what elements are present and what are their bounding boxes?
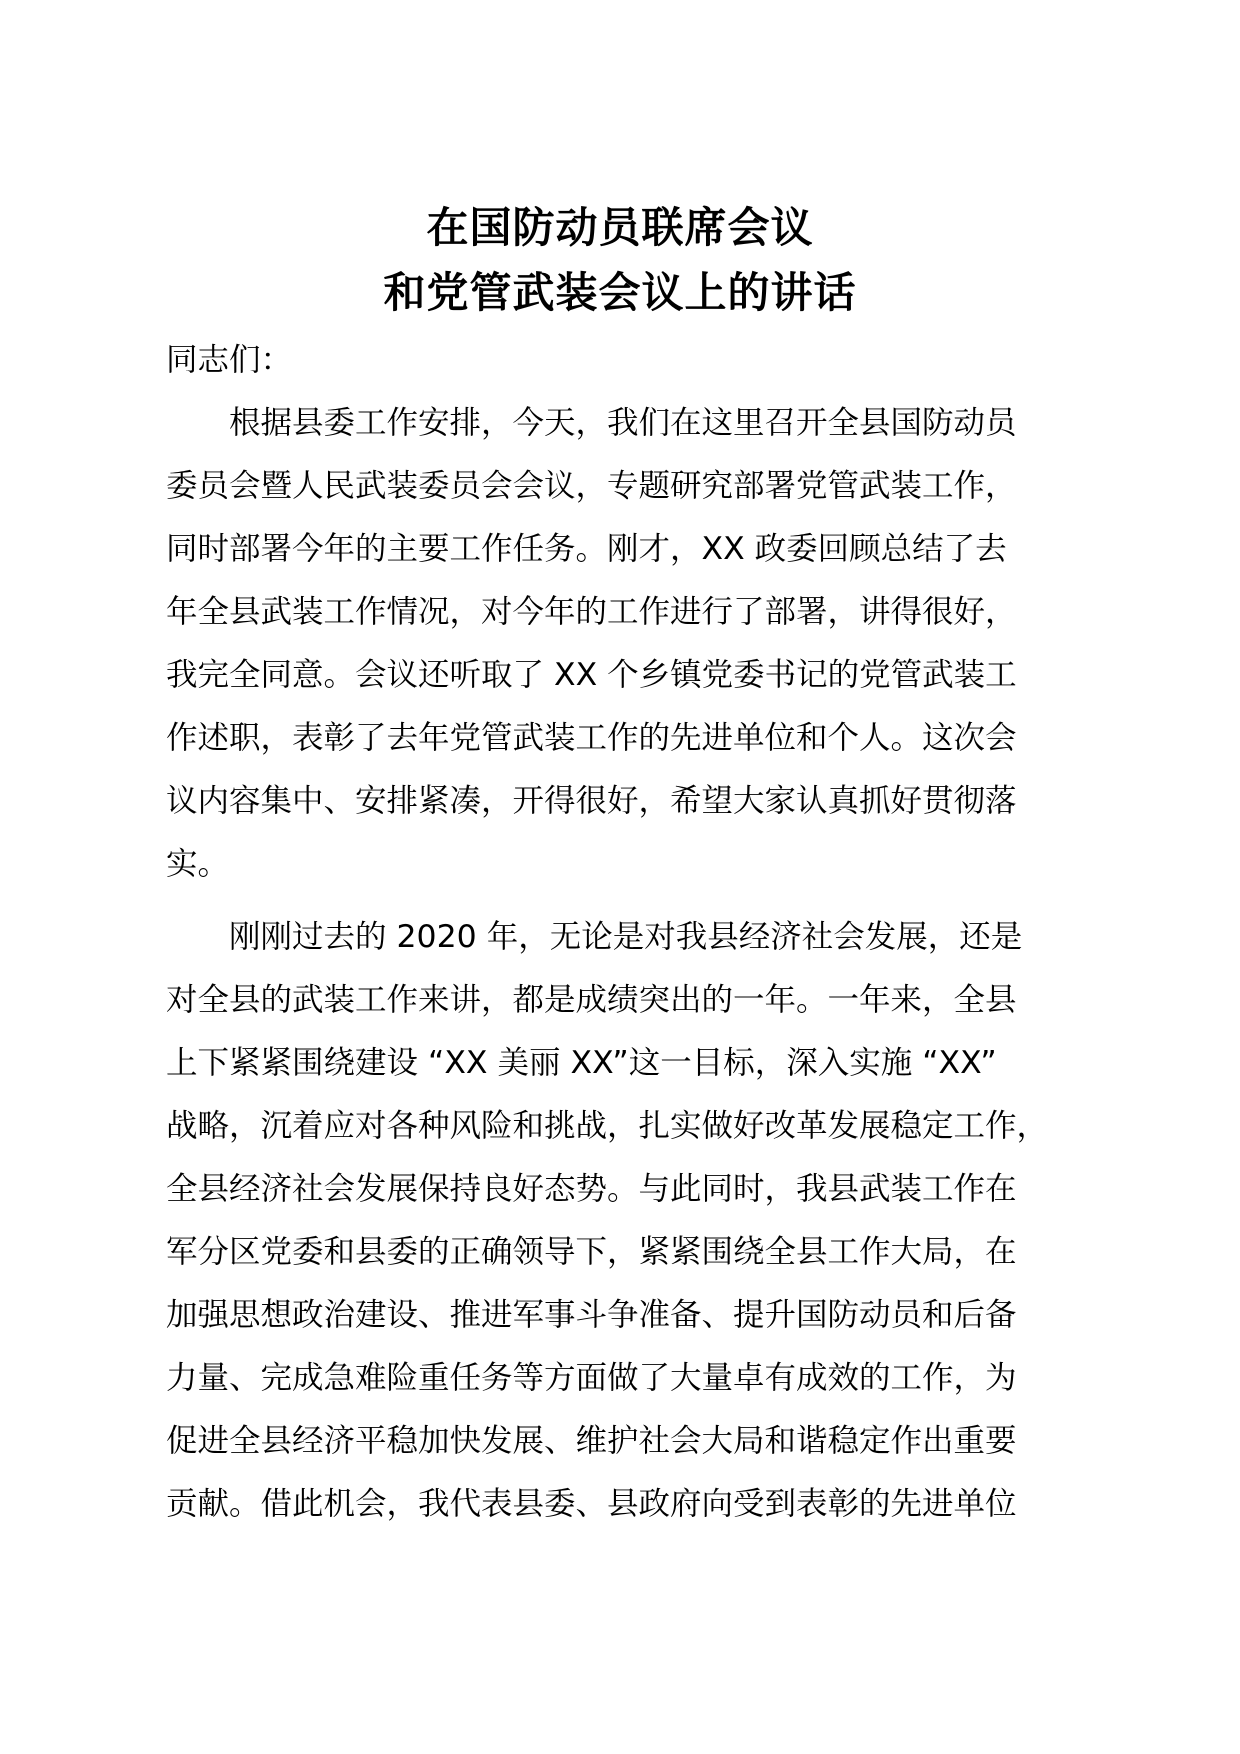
- body-line: 我完全同意。会议还听取了 XX 个乡镇党委书记的党管武装工: [166, 657, 1017, 693]
- body-line: 对全县的武装工作来讲，都是成绩突出的一年。一年来，全县: [166, 982, 1017, 1018]
- body-line: 力量、完成急难险重任务等方面做了大量卓有成效的工作，为: [166, 1360, 1017, 1396]
- body-line: 作述职，表彰了去年党管武装工作的先进单位和个人。这次会: [166, 720, 1017, 756]
- title-line-2: 和党管武装会议上的讲话: [383, 268, 857, 317]
- body-line: 委员会暨人民武装委员会会议，专题研究部署党管武装工作，: [166, 468, 1017, 504]
- body-line: 根据县委工作安排，今天，我们在这里召开全县国防动员: [166, 405, 1017, 441]
- body-line: 刚刚过去的 2020 年，无论是对我县经济社会发展，还是: [166, 919, 1023, 955]
- body-line: 贡献。借此机会，我代表县委、县政府向受到表彰的先进单位: [166, 1486, 1017, 1522]
- body-line: 军分区党委和县委的正确领导下，紧紧围绕全县工作大局，在: [166, 1234, 1017, 1270]
- body-line: 战略，沉着应对各种风险和挑战，扎实做好改革发展稳定工作，: [166, 1108, 1049, 1144]
- body-line: 促进全县经济平稳加快发展、维护社会大局和谐稳定作出重要: [166, 1423, 1017, 1459]
- body-line: 实。: [166, 846, 230, 882]
- body-line: 年全县武装工作情况，对今年的工作进行了部署，讲得很好，: [166, 594, 1017, 630]
- body-line: 加强思想政治建设、推进军事斗争准备、提升国防动员和后备: [166, 1297, 1017, 1333]
- body-line: 同时部署今年的主要工作任务。刚才，XX 政委回顾总结了去: [166, 531, 1007, 567]
- salutation: 同志们：: [166, 342, 293, 378]
- body-line: 议内容集中、安排紧凑，开得很好，希望大家认真抓好贯彻落: [166, 783, 1017, 819]
- title-line-1: 在国防动员联席会议: [426, 203, 814, 252]
- body-line: 全县经济社会发展保持良好态势。与此同时，我县武装工作在: [166, 1171, 1017, 1207]
- body-line: 上下紧紧围绕建设 “XX 美丽 XX”这一目标，深入实施 “XX”: [166, 1045, 997, 1081]
